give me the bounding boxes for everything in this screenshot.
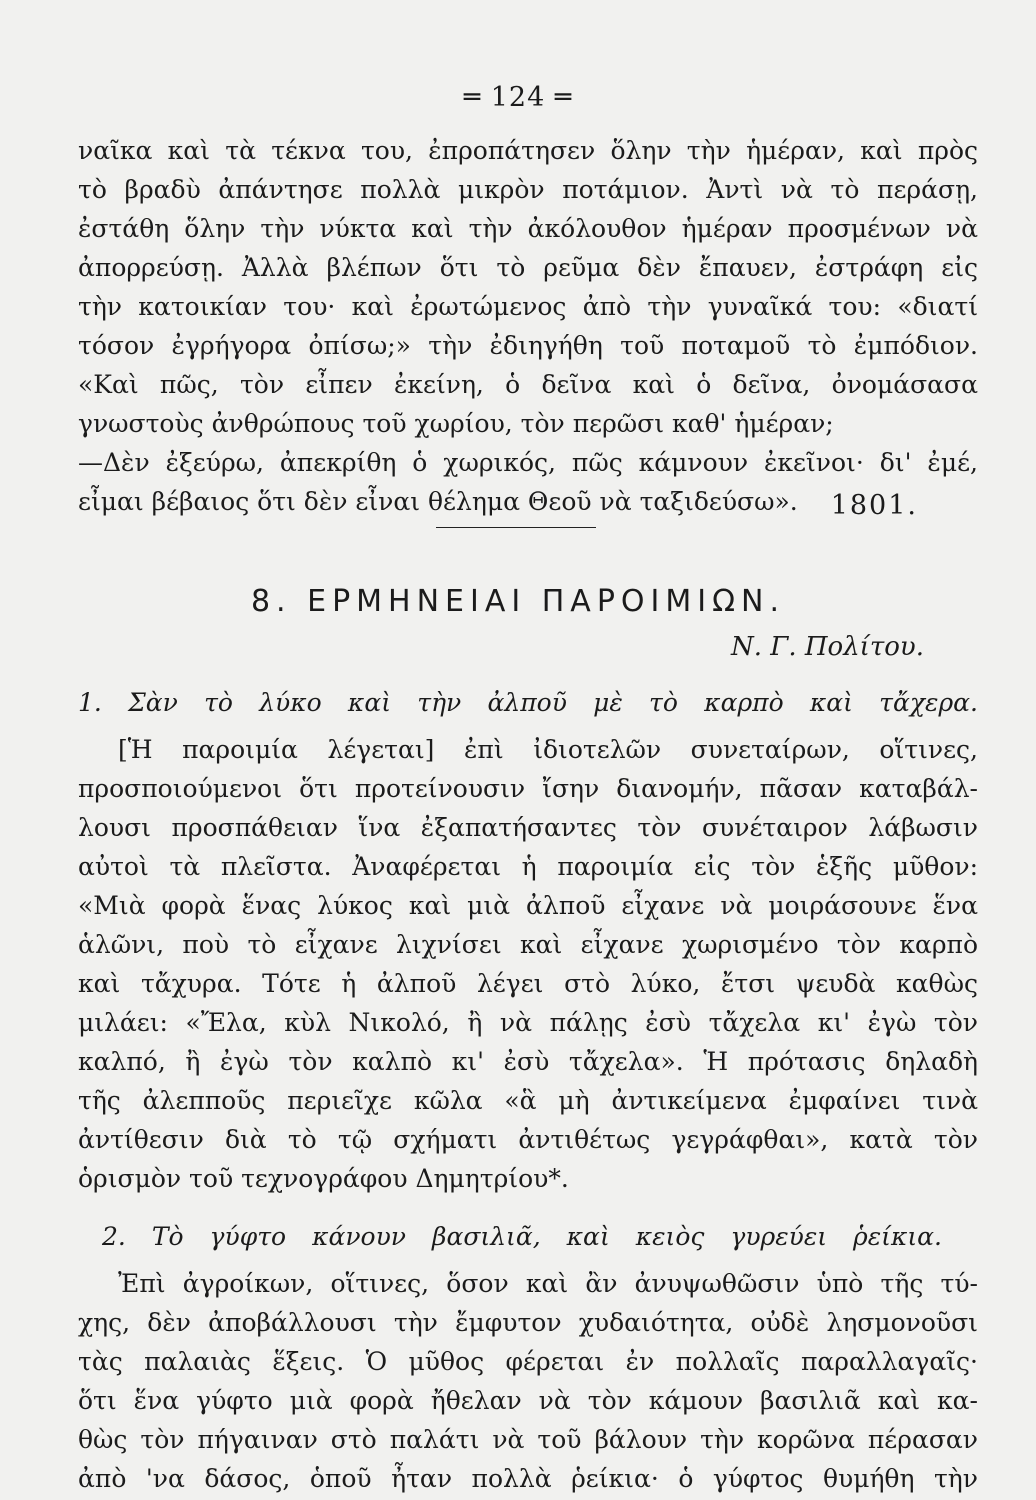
- para1-line: —Δὲν ἐξεύρω, ἀπεκρίθη ὁ χωρικός, πῶς κάμνουν ἐκεῖνοι· δι' ἐμέ,: [78, 448, 978, 477]
- para2-line: αὐτοὶ τὰ πλεῖστα. Ἀναφέρεται ἡ παροιμία εἰς τὸν ἑξῆς μῦθον:: [78, 852, 978, 881]
- para3-line: θὼς τὸν πήγαιναν στὸ παλάτι νὰ τοῦ βάλουν τὴν κορῶνα πέρασαν: [78, 1425, 978, 1454]
- para3-line: ὅτι ἕνα γύφτο μιὰ φορὰ ἤθελαν νὰ τὸν κάμουν βασιλιᾶ καὶ κα-: [78, 1386, 978, 1415]
- para1-line: τὴν κατοικίαν του· καὶ ἐρωτώμενος ἀπὸ τὴν γυναῖκά του: «διατί: [78, 292, 978, 321]
- para2-line: τῆς ἀλεπποῦς περιεῖχε κῶλα «ἃ μὴ ἀντικείμενα ἐμφαίνει τινὰ: [78, 1086, 978, 1115]
- para3-line: ἀπὸ 'να δάσος, ὁποῦ ἦταν πολλὰ ῥείκια· ὁ γύφτος θυμήθη τὴν: [78, 1464, 978, 1493]
- author: Ν. Γ. Πολίτου.: [731, 632, 924, 662]
- proverb-heading-1: 1. Σὰν τὸ λύκο καὶ τὴν ἀλποῦ μὲ τὸ καρπὸ καὶ τἄχερα.: [78, 688, 978, 717]
- para2-line: μιλάει: «Ἔλα, κὺλ Νικολό, ἢ νὰ πάλῃς ἐσὺ τἄχελα κι' ἐγὼ τὸν: [78, 1008, 978, 1037]
- para2-line: καλπό, ἢ ἐγὼ τὸν καλπὸ κι' ἐσὺ τἄχελα». Ἡ πρότασις δηλαδὴ: [78, 1047, 978, 1076]
- para3-line: χης, δὲν ἀποβάλλουσι τὴν ἔμφυτον χυδαιότητα, οὐδὲ λησμονοῦσι: [78, 1308, 978, 1337]
- para2-line: ἀντίθεσιν διὰ τὸ τῷ σχήματι ἀντιθέτως γεγράφθαι», κατὰ τὸν: [78, 1125, 978, 1154]
- para3-line: Ἐπὶ ἀγροίκων, οἵτινες, ὅσον καὶ ἂν ἀνυψωθῶσιν ὑπὸ τῆς τύ-: [118, 1269, 978, 1298]
- section-title: 8. ΕΡΜΗΝΕΙΑΙ ΠΑΡΟΙΜΙΩΝ.: [250, 584, 786, 619]
- para2-line: ἁλῶνι, ποὺ τὸ εἶχανε λιχνίσει καὶ εἶχανε χωρισμένο τὸν καρπὸ: [78, 930, 978, 959]
- para1-line: εἶμαι βέβαιος ὅτι δὲν εἶναι θέλημα Θεοῦ νὰ ταξιδεύσω».: [78, 487, 798, 516]
- para2-line: καὶ τἄχυρα. Τότε ἡ ἀλποῦ λέγει στὸ λύκο, ἔτσι ψευδὰ καθὼς: [78, 969, 978, 998]
- year: 1801.: [830, 490, 918, 521]
- para3-line: τὰς παλαιὰς ἕξεις. Ὁ μῦθος φέρεται ἐν πολλαῖς παραλλαγαῖς·: [78, 1347, 978, 1376]
- proverb-heading-2: 2. Τὸ γύφτο κάνουν βασιλιᾶ, καὶ κειὸς γυρεύει ῥείκια.: [102, 1222, 942, 1251]
- para1-line: τόσον ἐγρήγορα ὀπίσω;» τὴν ἐδιηγήθη τοῦ ποταμοῦ τὸ ἐμπόδιον.: [78, 331, 978, 360]
- para2-line: ὁρισμὸν τοῦ τεχνογράφου Δημητρίου*.: [78, 1164, 569, 1193]
- para1-line: ἐστάθη ὅλην τὴν νύκτα καὶ τὴν ἀκόλουθον ἡμέραν προσμένων νὰ: [78, 214, 978, 243]
- section-divider: [436, 527, 596, 528]
- para1-line: γνωστοὺς ἀνθρώπους τοῦ χωρίου, τὸν περῶσι καθ' ἡμέραν;: [78, 409, 834, 438]
- para2-line: [Ἡ παροιμία λέγεται] ἐπὶ ἰδιοτελῶν συνεταίρων, οἵτινες,: [118, 735, 978, 764]
- para2-line: λουσι προσπάθειαν ἵνα ἐξαπατήσαντες τὸν συνέταιρον λάβωσιν: [78, 813, 978, 842]
- para2-line: «Μιὰ φορὰ ἕνας λύκος καὶ μιὰ ἀλποῦ εἶχανε νὰ μοιράσουνε ἕνα: [78, 891, 978, 920]
- para1-line: τὸ βραδὺ ἀπάντησε πολλὰ μικρὸν ποτάμιον. Ἀντὶ νὰ τὸ περάσῃ,: [78, 175, 978, 204]
- para2-line: προσποιούμενοι ὅτι προτείνουσιν ἴσην διανομήν, πᾶσαν καταβάλ-: [78, 774, 978, 803]
- para1-line: «Καὶ πῶς, τὸν εἶπεν ἐκείνη, ὁ δεῖνα καὶ ὁ δεῖνα, ὀνομάσασα: [78, 370, 978, 399]
- para1-line: ναῖκα καὶ τὰ τέκνα του, ἐπροπάτησεν ὅλην τὴν ἡμέραν, καὶ πρὸς: [78, 136, 978, 165]
- para1-line: ἀπορρεύσῃ. Ἀλλὰ βλέπων ὅτι τὸ ρεῦμα δὲν ἔπαυεν, ἐστράφη εἰς: [78, 253, 978, 282]
- page-number: ═ 124 ═: [463, 82, 573, 113]
